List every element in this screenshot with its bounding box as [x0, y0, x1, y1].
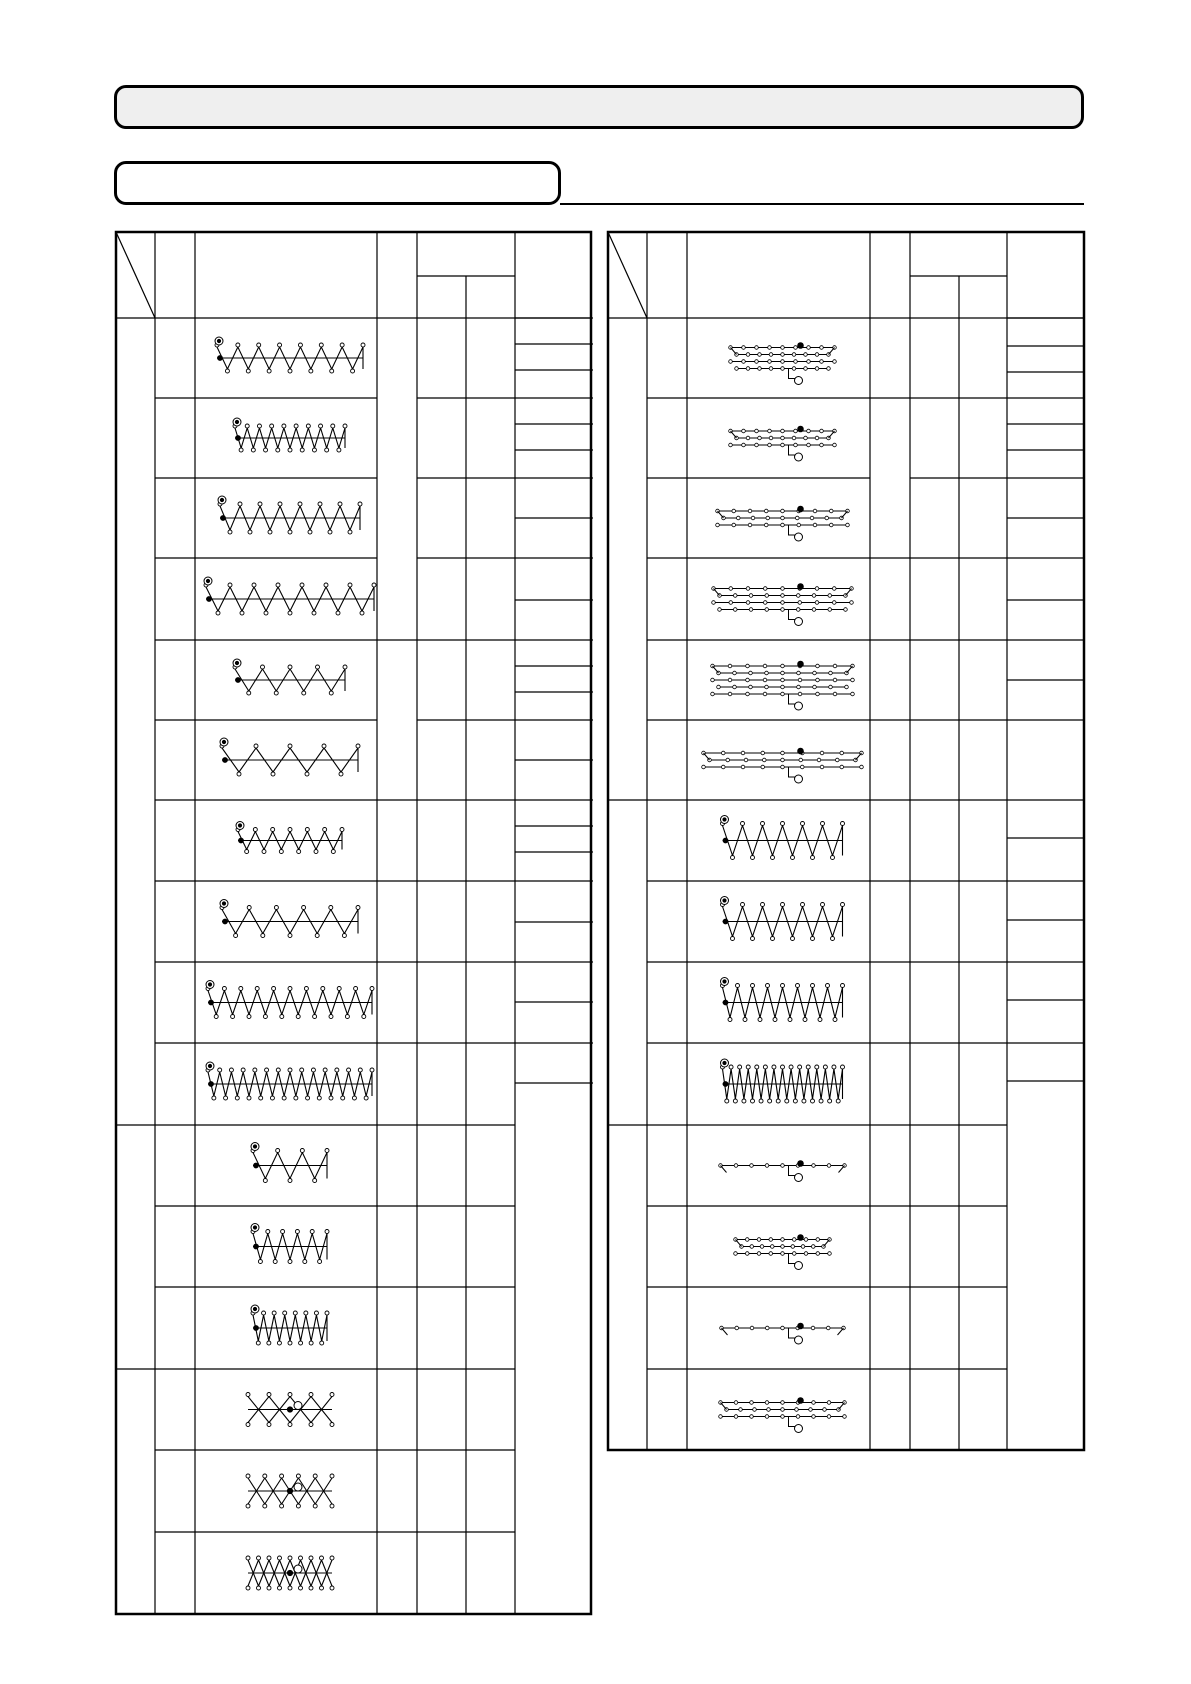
stitch-pattern-straight-triple-4: [712, 584, 854, 626]
stitch-pattern-zigzag-small-3: [251, 1305, 329, 1345]
stitch-pattern-straight-triple-5: [711, 661, 855, 710]
left-stitch-table: [116, 232, 593, 1614]
stitch-pattern-zigzag-sparse-tall: [220, 738, 360, 776]
stitch-pattern-straight-single-2: [734, 1235, 832, 1270]
stitch-pattern-zigzag-symmetric-3: [721, 978, 845, 1022]
stitch-pattern-zigzag-small-1: [251, 1143, 329, 1183]
stitch-pattern-zigzag-dense-tight: [215, 337, 365, 373]
stitch-pattern-zigzag-small-2: [251, 1224, 329, 1264]
stitch-pattern-zigzag-symmetric-4: [721, 1059, 845, 1103]
stitch-pattern-zigzag-medium: [220, 900, 360, 938]
left-table-border: [116, 232, 591, 1614]
stitch-pattern-straight-triple-1: [729, 343, 837, 385]
stitch-pattern-straight-triple-2: [729, 426, 837, 461]
stitch-pattern-zigzag-very-dense: [206, 981, 374, 1019]
stitch-pattern-zigzag-symmetric-2: [721, 897, 845, 941]
stitch-pattern-zigzag-wide: [204, 577, 376, 615]
stitch-pattern-zigzag-symmetric-1: [721, 816, 845, 860]
stitch-pattern-straight-single-4: [719, 1398, 847, 1433]
stitch-pattern-zigzag-ultra-dense: [206, 1062, 374, 1100]
stitch-pattern-straight-single-3: [720, 1323, 846, 1344]
stitch-pattern-straight-triple-3: [716, 506, 850, 541]
stitch-pattern-straight-single-1: [719, 1161, 847, 1182]
stitch-pattern-zigzag-fine-medium: [236, 822, 344, 854]
stitch-pattern-zigzag-sparse-short: [233, 659, 347, 695]
stitch-pattern-cross-stitch-3: [246, 1556, 334, 1590]
stitch-pattern-zigzag-fine-short: [233, 418, 347, 452]
stitch-pattern-straight-triple-6: [702, 748, 864, 783]
stitch-pattern-cross-stitch-2: [246, 1474, 334, 1508]
stitch-pattern-zigzag-dense-tall: [218, 496, 362, 534]
right-table-border: [608, 232, 1084, 1450]
stitch-pattern-cross-stitch-1: [246, 1393, 334, 1427]
right-stitch-table: [608, 232, 1084, 1450]
